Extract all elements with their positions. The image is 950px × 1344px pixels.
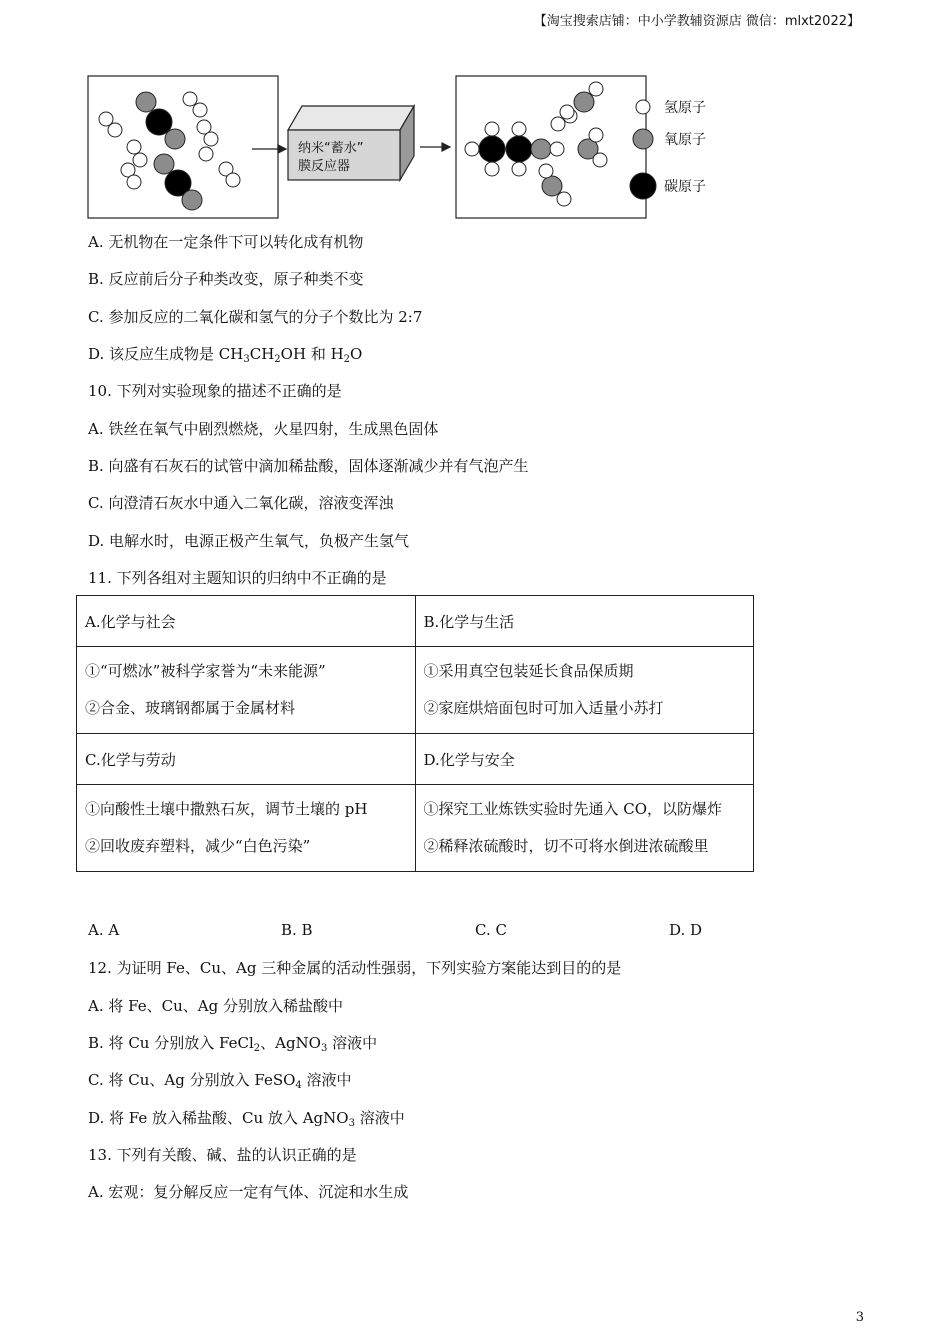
oxygen-legend-icon [633,129,653,149]
table-head-c: C.化学与劳动 [77,734,416,785]
q12-option-d: D. 将 Fe 放入稀盐酸、Cu 放入 AgNO$_3$ 溶液中 [88,1109,405,1129]
q12-option-c: C. 将 Cu、Ag 分别放入 FeSO$_4$ 溶液中 [88,1071,352,1091]
q11-choice-b: B. B [281,921,313,939]
legend-carbon: 碳原子 [664,179,706,195]
hydrogen-legend-icon [636,100,650,114]
q9-option-a: A. 无机物在一定条件下可以转化成有机物 [88,233,364,251]
table-cell-d: ①探究工业炼铁实验时先通入 CO，以防爆炸 ②稀释浓硫酸时，切不可将水倒进浓硫酸里 [415,785,754,872]
table-cell-a: ①“可燃冰”被科学家誉为“未来能源” ②合金、玻璃钢都属于金属材料 [77,647,416,734]
q11-knowledge-table [76,595,754,872]
q11-choice-a: A. A [88,921,120,939]
legend [630,100,706,199]
table-cell-b: ①采用真空包装延长食品保质期 ②家庭烘焙面包时可加入适量小苏打 [415,647,754,734]
q11-choice-c: C. C [475,921,507,939]
reaction-diagram [86,74,746,224]
q10-option-b: B. 向盛有石灰石的试管中滴加稀盐酸，固体逐渐减少并有气泡产生 [88,457,529,475]
q10-stem: 10. 下列对实验现象的描述不正确的是 [88,382,342,400]
table-head-b: B.化学与生活 [415,596,754,647]
q13-stem: 13. 下列有关酸、碱、盐的认识正确的是 [88,1146,357,1164]
carbon-legend-icon [630,173,656,199]
q12-option-b: B. 将 Cu 分别放入 FeCl$_2$、AgNO$_3$ 溶液中 [88,1034,378,1054]
header-note: 【淘宝搜索店铺：中小学教辅资源店 微信：mlxt2022】 [533,14,860,29]
q10-option-c: C. 向澄清石灰水中通入二氧化碳，溶液变浑浊 [88,494,394,512]
q13-option-a: A. 宏观：复分解反应一定有气体、沉淀和水生成 [88,1183,409,1201]
q9-option-d: D. 该反应生成物是 $CH_3CH_2OH$ 和 $H_2O$ [88,345,363,365]
q9-option-b: B. 反应前后分子种类改变，原子种类不变 [88,270,364,288]
q9-option-c: C. 参加反应的二氧化碳和氢气的分子个数比为 2:7 [88,308,423,326]
page-number: 3 [855,1310,864,1325]
q10-option-a: A. 铁丝在氧气中剧烈燃烧，火星四射，生成黑色固体 [88,420,439,438]
table-head-d: D.化学与安全 [415,734,754,785]
reactor-label-line2: 膜反应器 [298,159,351,174]
q11-stem: 11. 下列各组对主题知识的归纳中不正确的是 [88,569,387,587]
legend-oxygen: 氧原子 [664,132,706,148]
table-head-a: A.化学与社会 [77,596,416,647]
q12-stem: 12. 为证明 Fe、Cu、Ag 三种金属的活动性强弱，下列实验方案能达到目的的是 [88,959,622,977]
table-cell-c: ①向酸性土壤中撒熟石灰，调节土壤的 pH ②回收废弃塑料，减少“白色污染” [77,785,416,872]
reactor-label-line1: 纳米“蓄水” [298,141,364,156]
q12-option-a: A. 将 Fe、Cu、Ag 分别放入稀盐酸中 [88,997,343,1015]
q11-choice-d: D. D [669,921,703,939]
legend-hydrogen: 氢原子 [664,100,706,116]
reactor-top [288,106,414,130]
q10-option-d: D. 电解水时，电源正极产生氧气，负极产生氢气 [88,532,410,550]
